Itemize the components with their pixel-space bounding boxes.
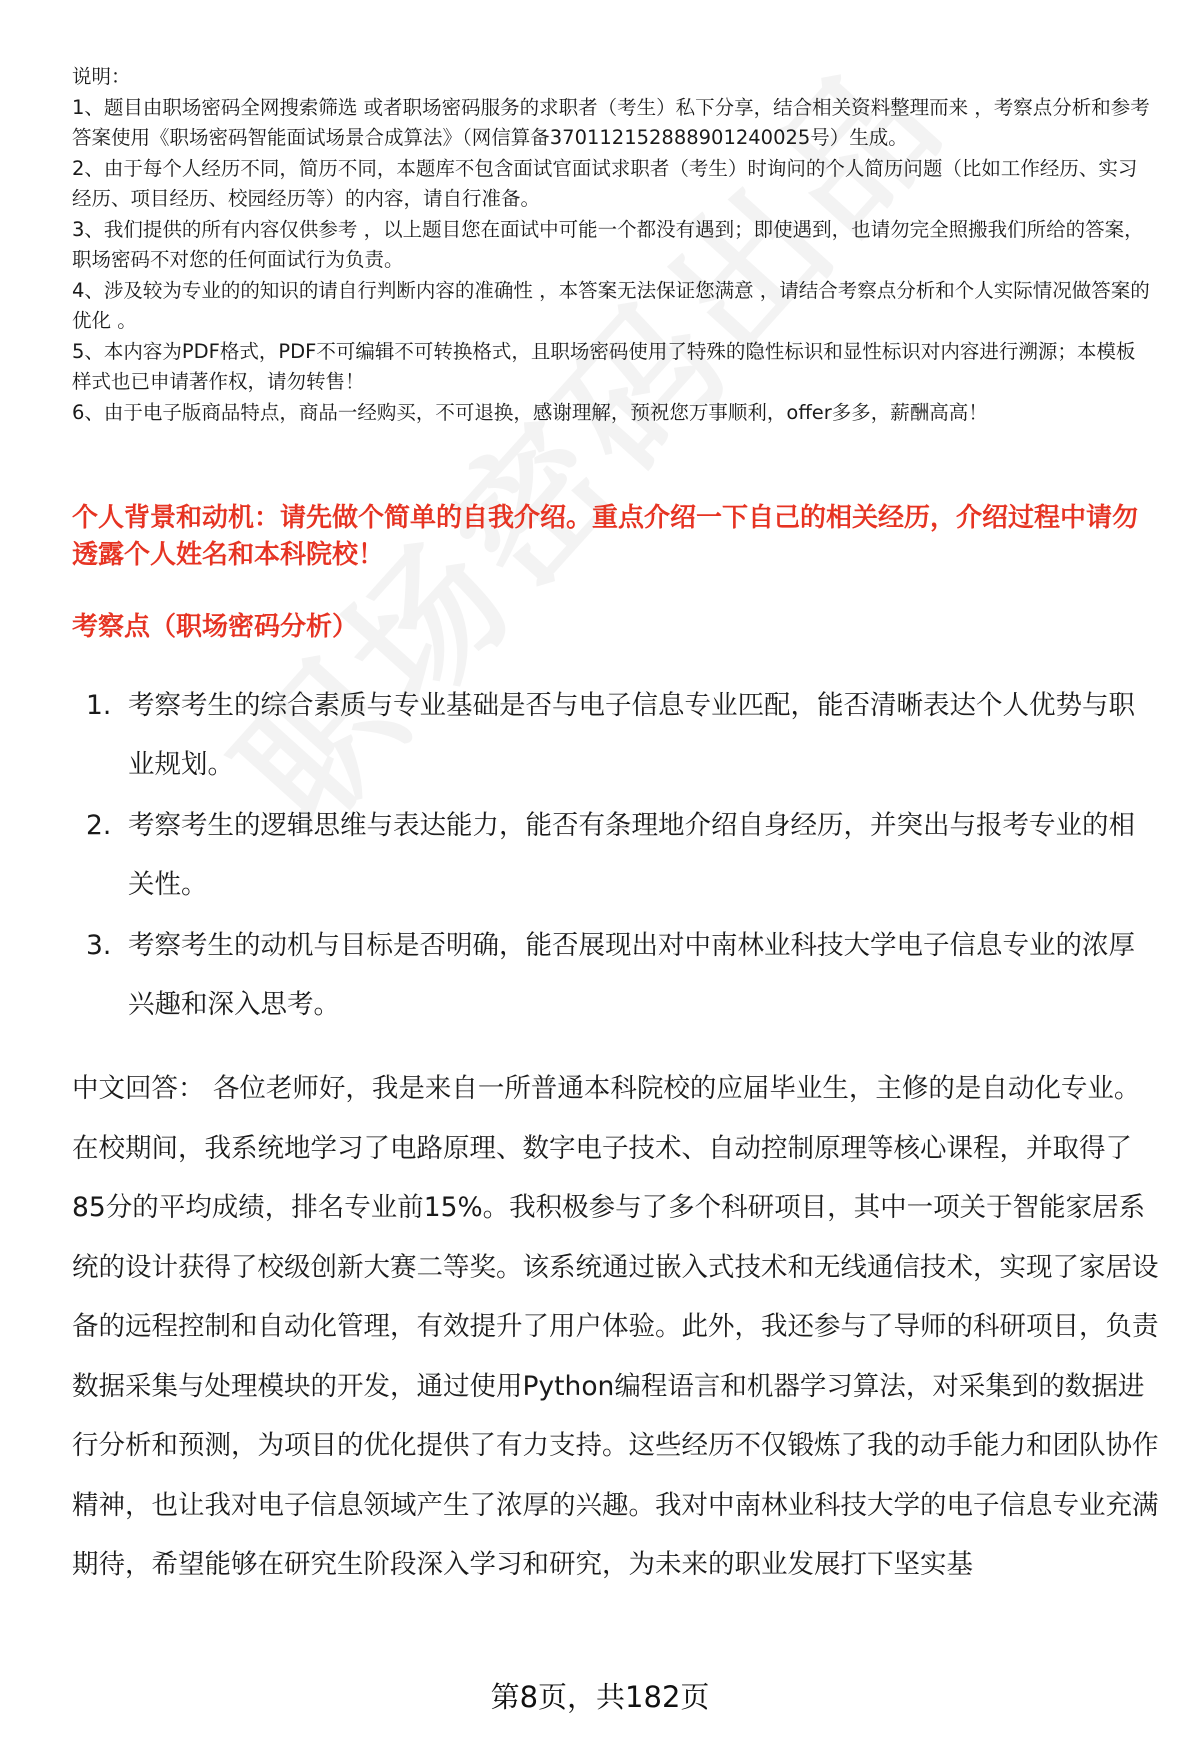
point-text: 考察考生的综合素质与专业基础是否与电子信息专业匹配，能否清晰表达个人优势与职业规划。	[128, 690, 1135, 780]
analysis-point	[72, 676, 1152, 794]
point-text: 考察考生的逻辑思维与表达能力，能否有条理地介绍自身经历，并突出与报考专业的相关性。	[128, 810, 1135, 900]
answer-text: 中文回答： 各位老师好，我是来自一所普通本科院校的应届毕业生，主修的是自动化专业。在校期间，我系统地学习了电路原理、数字电子技术、自动控制原理等核心课程，并取得了85分的平均成绩，排名专业前15%。我积极参与了多个科研项目，其中一项关于智能家居系统的设计获得了校级创新大赛二等奖。该系统通过嵌入式技术和无线通信技术，实现了家居设备的远程控制和自动化管理，有效提升了用户体验。此外，我还参与了导师的科研项目，负责数据采集与处理模块的开发，通过使用Python编程语言和机器学习算法，对采集到的数据进行分析和预测，为项目的优化提供了有力支持。这些经历不仅锻炼了我的动手能力和团队协作精神，也让我对电子信息领域产生了浓厚的兴趣。我对中南林业科技大学的电子信息专业充满期待，希望能够在研究生阶段深入学习和研究，为未来的职业发展打下坚实基	[72, 1073, 1159, 1580]
notes-title: 说明：	[72, 65, 131, 88]
note-item-2: 2、由于每个人经历不同，简历不同，本题库不包含面试官面试求职者（考生）时询问的个人简历问题（比如工作经历、实习经历、项目经历、校园经历等）的内容，请自行准备。	[72, 156, 1138, 210]
analysis-point	[72, 796, 1152, 914]
interview-question: 个人背景和动机：请先做个简单的自我介绍。重点介绍一下自己的相关经历，介绍过程中请勿透露个人姓名和本科院校！	[72, 503, 1139, 570]
note-item-4: 4、涉及较为专业的的知识的请自行判断内容的准确性 ，本答案无法保证您满意 ，请结合考察点分析和个人实际情况做答案的优化 。	[72, 278, 1150, 332]
point-number: 3.	[86, 930, 112, 961]
note-item-6: 6、由于电子版商品特点，商品一经购买，不可退换，感谢理解，预祝您万事顺利，offer多多，薪酬高高！	[72, 400, 988, 424]
analysis-point	[72, 916, 1152, 1034]
note-item-3: 3、我们提供的所有内容仅供参考 ，以上题目您在面试中可能一个都没有遇到；即使遇到，也请勿完全照搬我们所给的答案，职场密码不对您的任何面试行为负责。	[72, 217, 1144, 271]
point-number: 2.	[86, 810, 112, 841]
point-text: 考察考生的动机与目标是否明确，能否展现出对中南林业科技大学电子信息专业的浓厚兴趣和深入思考。	[128, 930, 1135, 1020]
analysis-title: 考察点（职场密码分析）	[72, 612, 359, 642]
note-item-1: 1、题目由职场密码全网搜索筛选 或者职场密码服务的求职者（考生）私下分享，结合相关资料整理而来 ，考察点分析和参考答案使用《职场密码智能面试场景合成算法》（网信算备370112152888901240025号）生成。	[72, 95, 1150, 149]
analysis-points	[72, 676, 1152, 1036]
notes-section	[72, 62, 1152, 428]
note-item-5: 5、本内容为PDF格式，PDF不可编辑不可转换格式，且职场密码使用了特殊的隐性标识和显性标识对内容进行溯源；本模板样式也已申请著作权，请勿转售！	[72, 339, 1136, 393]
point-number: 1.	[86, 690, 112, 721]
page-number: 第8页，共182页	[490, 1680, 710, 1714]
